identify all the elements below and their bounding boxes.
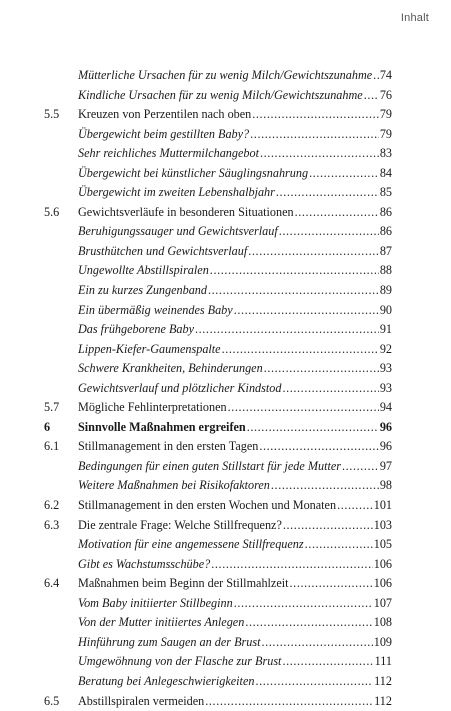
- dot-leader: [208, 281, 379, 301]
- toc-entry: [44, 633, 392, 653]
- dot-leader: [228, 398, 379, 418]
- toc-entry-page: 79: [380, 125, 392, 145]
- dot-leader: [252, 105, 379, 125]
- toc-entry-page: 112: [374, 692, 392, 711]
- table-of-contents: [44, 66, 392, 711]
- toc-entry: [44, 144, 392, 164]
- toc-entry-title: Stillmanagement in den ersten Wochen und Monaten: [78, 496, 336, 516]
- toc-entry-title: Beratung bei Anlegeschwierigkeiten: [78, 672, 254, 692]
- dot-leader: [342, 457, 379, 477]
- toc-entry-title: Stillmanagement in den ersten Tagen: [78, 437, 258, 457]
- toc-entry-title: Das frühgeborene Baby: [78, 320, 194, 340]
- toc-entry-title: Gibt es Wachstumsschübe?: [78, 555, 210, 575]
- dot-leader: [290, 574, 373, 594]
- dot-leader: [373, 66, 379, 86]
- toc-entry: [44, 555, 392, 575]
- toc-entry-page: 103: [374, 516, 392, 536]
- toc-entry-page: 87: [380, 242, 392, 262]
- toc-entry-title: Maßnahmen beim Beginn der Stillmahlzeit: [78, 574, 289, 594]
- dot-leader: [245, 613, 372, 633]
- dot-leader: [259, 437, 378, 457]
- dot-leader: [210, 261, 379, 281]
- toc-entry-title: Mütterliche Ursachen für zu wenig Milch/Gewichtszunahme: [78, 66, 372, 86]
- toc-entry-page: 90: [380, 301, 392, 321]
- toc-entry-title: Schwere Krankheiten, Behinderungen: [78, 359, 263, 379]
- toc-entry: [44, 320, 392, 340]
- toc-entry-page: 106: [374, 555, 392, 575]
- toc-entry-page: 86: [380, 203, 392, 223]
- toc-entry-title: Kindliche Ursachen für zu wenig Milch/Gewichtszunahme: [78, 86, 363, 106]
- toc-entry-number: 6.1: [44, 437, 78, 457]
- toc-entry-page: 105: [374, 535, 392, 555]
- toc-entry: [44, 594, 392, 614]
- toc-entry: [44, 242, 392, 262]
- toc-entry-title: Kreuzen von Perzentilen nach oben: [78, 105, 251, 125]
- dot-leader: [337, 496, 373, 516]
- toc-entry: [44, 125, 392, 145]
- toc-entry-page: 101: [374, 496, 392, 516]
- toc-entry-title: Umgewöhnung von der Flasche zur Brust: [78, 652, 281, 672]
- toc-entry-page: 92: [380, 340, 392, 360]
- toc-entry-page: 88: [380, 261, 392, 281]
- toc-entry: [44, 86, 392, 106]
- dot-leader: [255, 672, 373, 692]
- dot-leader: [271, 476, 379, 496]
- toc-entry-page: 109: [374, 633, 392, 653]
- dot-leader: [309, 164, 379, 184]
- toc-entry-page: 96: [380, 437, 392, 457]
- dot-leader: [283, 516, 373, 536]
- toc-entry-title: Mögliche Fehlinterpretationen: [78, 398, 227, 418]
- toc-entry-number: 6.2: [44, 496, 78, 516]
- toc-entry-page: 97: [380, 457, 392, 477]
- dot-leader: [264, 359, 379, 379]
- dot-leader: [260, 144, 379, 164]
- dot-leader: [247, 418, 379, 438]
- toc-entry-title: Von der Mutter initiiertes Anlegen: [78, 613, 244, 633]
- toc-entry-page: 94: [380, 398, 392, 418]
- toc-entry: [44, 183, 392, 203]
- toc-entry-page: 93: [380, 379, 392, 399]
- toc-entry: [44, 105, 392, 125]
- toc-entry: [44, 281, 392, 301]
- dot-leader: [276, 183, 379, 203]
- toc-entry-title: Übergewicht beim gestillten Baby?: [78, 125, 249, 145]
- toc-entry: [44, 476, 392, 496]
- dot-leader: [205, 692, 373, 711]
- toc-entry-title: Ein übermäßig weinendes Baby: [78, 301, 233, 321]
- dot-leader: [364, 86, 379, 106]
- dot-leader: [295, 203, 379, 223]
- toc-entry: [44, 261, 392, 281]
- toc-entry-number: 6.3: [44, 516, 78, 536]
- dot-leader: [248, 242, 379, 262]
- toc-entry-title: Abstillspiralen vermeiden: [78, 692, 204, 711]
- toc-entry: [44, 359, 392, 379]
- dot-leader: [222, 340, 379, 360]
- toc-entry-page: 76: [380, 86, 392, 106]
- toc-entry-page: 107: [374, 594, 392, 614]
- toc-entry-page: 96: [380, 418, 392, 438]
- toc-entry: [44, 672, 392, 692]
- toc-entry-title: Die zentrale Frage: Welche Stillfrequenz?: [78, 516, 282, 536]
- toc-entry-number: 6: [44, 418, 78, 438]
- toc-entry: [44, 379, 392, 399]
- toc-entry-page: 79: [380, 105, 392, 125]
- toc-entry-title: Vom Baby initiierter Stillbeginn: [78, 594, 233, 614]
- toc-entry: [44, 301, 392, 321]
- dot-leader: [282, 379, 378, 399]
- toc-entry: [44, 164, 392, 184]
- toc-entry: [44, 692, 392, 711]
- toc-entry: [44, 535, 392, 555]
- toc-entry: [44, 418, 392, 438]
- toc-entry-title: Brusthütchen und Gewichtsverlauf: [78, 242, 247, 262]
- toc-entry-number: 6.4: [44, 574, 78, 594]
- toc-entry: [44, 496, 392, 516]
- toc-entry-title: Bedingungen für einen guten Stillstart für jede Mutter: [78, 457, 341, 477]
- dot-leader: [279, 222, 379, 242]
- toc-entry-title: Ein zu kurzes Zungenband: [78, 281, 207, 301]
- toc-entry-title: Weitere Maßnahmen bei Risikofaktoren: [78, 476, 270, 496]
- dot-leader: [261, 633, 372, 653]
- toc-entry-title: Sinnvolle Maßnahmen ergreifen: [78, 418, 246, 438]
- toc-entry-page: 112: [374, 672, 392, 692]
- toc-entry-page: 111: [375, 652, 392, 672]
- toc-entry-title: Gewichtsverlauf und plötzlicher Kindstod: [78, 379, 281, 399]
- toc-entry-title: Gewichtsverläufe in besonderen Situationen: [78, 203, 294, 223]
- running-head: Inhalt: [401, 12, 429, 24]
- dot-leader: [250, 125, 379, 145]
- toc-entry-number: 5.7: [44, 398, 78, 418]
- toc-entry-title: Lippen-Kiefer-Gaumenspalte: [78, 340, 221, 360]
- dot-leader: [211, 555, 372, 575]
- toc-entry-page: 108: [374, 613, 392, 633]
- toc-entry: [44, 516, 392, 536]
- toc-entry: [44, 457, 392, 477]
- toc-entry-page: 93: [380, 359, 392, 379]
- toc-entry-page: 98: [380, 476, 392, 496]
- dot-leader: [234, 594, 373, 614]
- toc-entry-number: 5.6: [44, 203, 78, 223]
- toc-entry-number: 6.5: [44, 692, 78, 711]
- toc-entry: [44, 66, 392, 86]
- toc-entry-page: 84: [380, 164, 392, 184]
- dot-leader: [195, 320, 379, 340]
- toc-entry: [44, 340, 392, 360]
- toc-entry: [44, 398, 392, 418]
- toc-entry-page: 83: [380, 144, 392, 164]
- toc-entry-page: 89: [380, 281, 392, 301]
- toc-entry-title: Motivation für eine angemessene Stillfrequenz: [78, 535, 304, 555]
- toc-entry-title: Hinführung zum Saugen an der Brust: [78, 633, 260, 653]
- toc-entry-page: 85: [380, 183, 392, 203]
- toc-entry: [44, 203, 392, 223]
- dot-leader: [282, 652, 373, 672]
- dot-leader: [305, 535, 373, 555]
- toc-entry-number: 5.5: [44, 105, 78, 125]
- toc-entry-page: 91: [380, 320, 392, 340]
- toc-entry: [44, 613, 392, 633]
- toc-entry: [44, 574, 392, 594]
- toc-entry-page: 86: [380, 222, 392, 242]
- toc-entry: [44, 652, 392, 672]
- toc-entry-title: Ungewollte Abstillspiralen: [78, 261, 209, 281]
- toc-entry-page: 106: [374, 574, 392, 594]
- toc-entry-title: Beruhigungssauger und Gewichtsverlauf: [78, 222, 278, 242]
- toc-entry-title: Übergewicht bei künstlicher Säuglingsnahrung: [78, 164, 308, 184]
- toc-entry-title: Sehr reichliches Muttermilchangebot: [78, 144, 259, 164]
- toc-entry: [44, 437, 392, 457]
- dot-leader: [234, 301, 379, 321]
- toc-entry-title: Übergewicht im zweiten Lebenshalbjahr: [78, 183, 275, 203]
- toc-entry: [44, 222, 392, 242]
- toc-entry-page: 74: [380, 66, 392, 86]
